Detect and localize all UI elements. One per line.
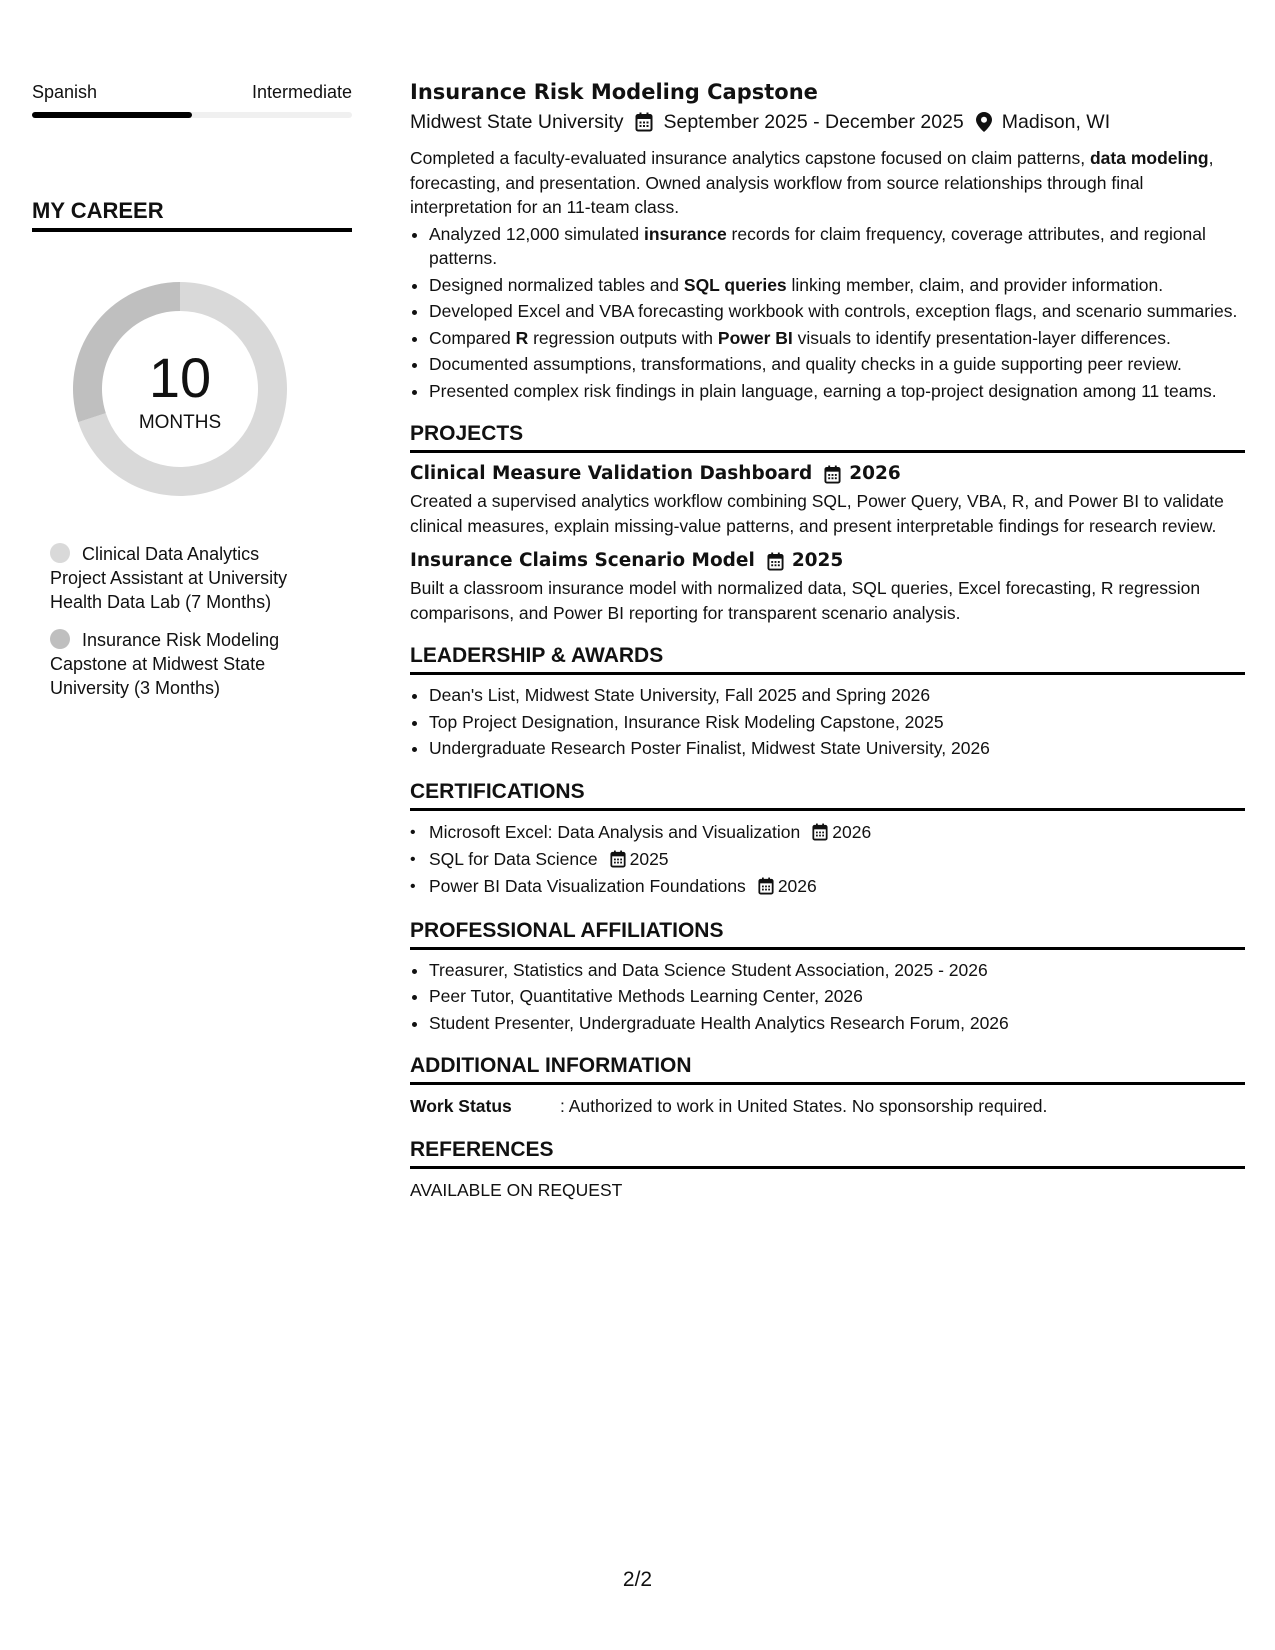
experience-bullet: • Designed normalized tables and SQL queries linking member, claim, and provider information.: [429, 273, 1245, 298]
career-legend: [50, 542, 310, 700]
project-description: Built a classroom insurance model with normalized data, SQL queries, Excel forecasting, R regression comparisons, and Power BI reporting for transparent scenario analysis.: [410, 578, 1201, 623]
calendar-icon: [635, 112, 653, 132]
calendar-icon: [824, 465, 841, 484]
career-total-number: 10: [148, 346, 212, 409]
projects-heading: PROJECTS: [410, 421, 1245, 453]
affiliation-item: • Peer Tutor, Quantitative Methods Learning Center, 2026: [429, 984, 1245, 1009]
left-column: [32, 80, 352, 714]
language-proficiency-fill: [32, 112, 192, 118]
page-number: 2/2: [622, 1568, 653, 1591]
language-proficiency-bar: [32, 112, 352, 118]
certification-year: 2026: [777, 875, 817, 896]
project-year: 2025: [791, 550, 844, 571]
work-status-value: : Authorized to work in United States. No sponsorship required.: [560, 1096, 1048, 1116]
additional-info-heading: ADDITIONAL INFORMATION: [410, 1053, 1245, 1085]
award-item: • Top Project Designation, Insurance Risk Modeling Capstone, 2025: [429, 710, 1245, 735]
references-heading: REFERENCES: [410, 1137, 1245, 1169]
certification-item: [410, 846, 1245, 873]
affiliations-list: [410, 958, 1245, 1036]
work-status-key: Work Status: [410, 1096, 512, 1116]
experience-bullet: • Developed Excel and VBA forecasting workbook with controls, exception flags, and scenario summaries.: [429, 299, 1245, 324]
award-item: • Undergraduate Research Poster Finalist, Midwest State University, 2026: [429, 736, 1245, 761]
project-title: Insurance Claims Scenario Model: [410, 550, 755, 571]
location-pin-icon: [976, 112, 992, 132]
certification-name: • Microsoft Excel: Data Analysis and Visualization: [429, 821, 801, 842]
experience-bullet: • Analyzed 12,000 simulated insurance records for claim frequency, coverage attributes, and regional patterns.: [429, 222, 1245, 271]
certifications-list: [410, 819, 1245, 900]
certification-year: 2025: [629, 848, 669, 869]
calendar-icon: [610, 850, 626, 868]
career-heading: MY CAREER: [32, 198, 352, 232]
references-text: AVAILABLE ON REQUEST: [410, 1180, 623, 1200]
experience-bullet: • Presented complex risk findings in plain language, earning a top-project designation among 11 teams.: [429, 379, 1245, 404]
project-title: Clinical Measure Validation Dashboard: [410, 463, 813, 484]
experience-meta: [410, 108, 1245, 136]
experience-bullets: [410, 222, 1245, 404]
affiliations-heading: PROFESSIONAL AFFILIATIONS: [410, 918, 1245, 950]
certification-year: 2026: [832, 821, 872, 842]
certifications-heading: CERTIFICATIONS: [410, 779, 1245, 811]
calendar-icon: [758, 877, 774, 895]
legend-dot-icon: [50, 629, 70, 649]
work-status-row: [410, 1093, 1245, 1119]
awards-list: [410, 683, 1245, 761]
career-legend-label: Clinical Data Analytics Project Assistant at University Health Data Lab (7 Months): [50, 544, 288, 612]
calendar-icon: [812, 823, 828, 841]
experience-location: Madison, WI: [1001, 111, 1111, 133]
certification-item: [410, 873, 1245, 900]
project-year: 2026: [849, 463, 901, 484]
experience-title: Insurance Risk Modeling Capstone: [410, 80, 818, 104]
project-item: [410, 548, 1245, 625]
career-legend-item: [50, 542, 310, 614]
language-row: [32, 80, 352, 104]
certification-item: [410, 819, 1245, 846]
career-legend-label: Insurance Risk Modeling Capstone at Midwest State University (3 Months): [50, 630, 280, 698]
awards-heading: LEADERSHIP & AWARDS: [410, 643, 1245, 675]
project-title-row: [410, 548, 1245, 574]
certification-name: • SQL for Data Science: [429, 848, 598, 869]
experience-bullet: • Documented assumptions, transformations, and quality checks in a guide supporting peer review.: [429, 352, 1245, 377]
career-legend-item: [50, 628, 310, 700]
experience-org: Midwest State University: [410, 111, 624, 133]
certification-name: • Power BI Data Visualization Foundations: [429, 875, 746, 896]
donut-center: [65, 274, 295, 504]
language-level: Intermediate: [251, 82, 352, 102]
language-name: Spanish: [32, 82, 98, 102]
experience-bullet: • Compared R regression outputs with Power BI visuals to identify presentation-layer differences.: [429, 326, 1245, 351]
career-total-unit: MONTHS: [138, 412, 222, 433]
project-title-row: [410, 461, 1245, 487]
project-item: [410, 461, 1245, 538]
award-item: • Dean's List, Midwest State University, Fall 2025 and Spring 2026: [429, 683, 1245, 708]
project-description: Created a supervised analytics workflow combining SQL, Power Query, VBA, R, and Power BI to validate clinical measures, explain missing-value patterns, and present interpretable findings for research review.: [410, 491, 1224, 536]
affiliation-item: • Student Presenter, Undergraduate Health Analytics Research Forum, 2026: [429, 1011, 1245, 1036]
right-column: [410, 78, 1245, 1203]
legend-dot-icon: [50, 543, 70, 563]
affiliation-item: • Treasurer, Statistics and Data Science Student Association, 2025 - 2026: [429, 958, 1245, 983]
career-donut-chart: [65, 274, 295, 504]
experience-dates: September 2025 - December 2025: [663, 111, 964, 133]
calendar-icon: [767, 552, 784, 571]
experience-description: Completed a faculty-evaluated insurance analytics capstone focused on claim patterns, data modeling, forecasting, and presentation. Owned analysis workflow from source relationships through final interpretation for an 11-team class.: [410, 148, 1214, 217]
